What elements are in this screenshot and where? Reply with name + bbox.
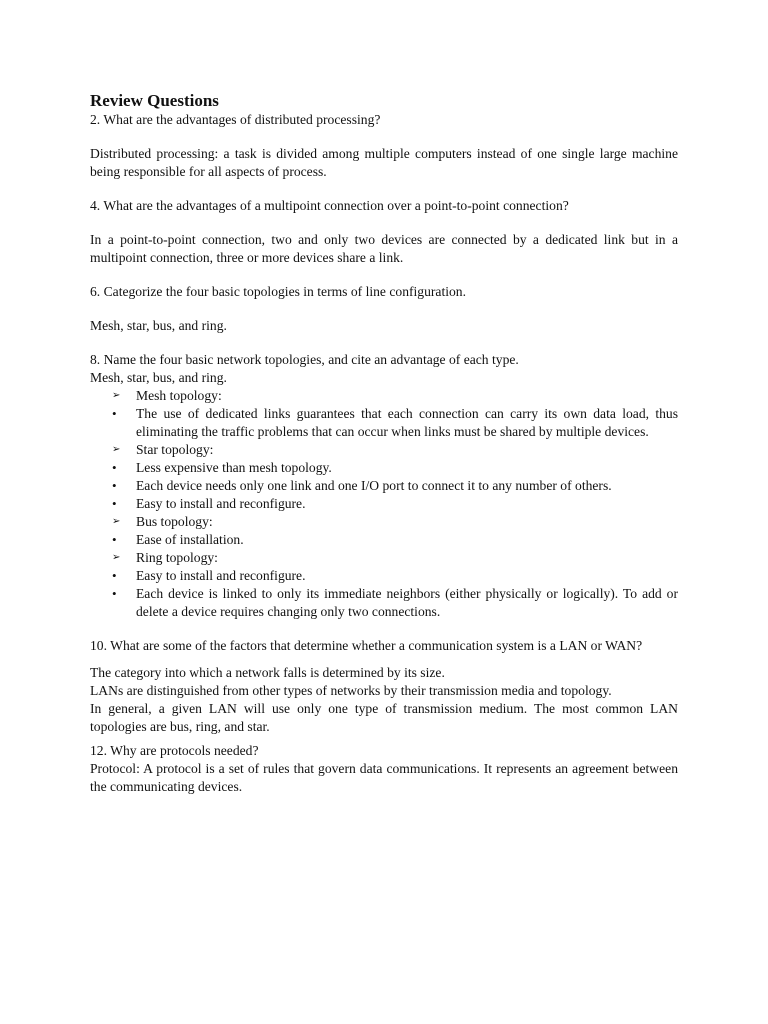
bullet-icon: •	[112, 586, 117, 601]
bus-point: Ease of installation.	[136, 532, 244, 547]
star-point: Easy to install and reconfigure.	[136, 496, 306, 511]
document-content	[90, 90, 678, 796]
list-item	[90, 531, 678, 549]
question-8: 8. Name the four basic network topologies, and cite an advantage of each type.	[90, 352, 519, 367]
list-item	[90, 459, 678, 477]
question-10: 10. What are some of the factors that determine whether a communication system is a LAN or WAN?	[90, 638, 643, 653]
bullet-icon: •	[112, 496, 117, 511]
star-point: Less expensive than mesh topology.	[136, 460, 332, 475]
topology-heading	[90, 441, 678, 459]
question-6: 6. Categorize the four basic topologies in terms of line configuration.	[90, 284, 466, 299]
ring-point: Easy to install and reconfigure.	[136, 568, 306, 583]
star-title: Star topology:	[136, 442, 214, 457]
page-title: Review Questions	[90, 91, 219, 110]
list-item	[90, 405, 678, 441]
arrow-icon: ➢	[112, 516, 121, 527]
bullet-icon: •	[112, 478, 117, 493]
ring-title: Ring topology:	[136, 550, 218, 565]
star-topology-list	[90, 441, 678, 513]
topology-heading	[90, 513, 678, 531]
arrow-icon: ➢	[112, 552, 121, 563]
mesh-point: The use of dedicated links guarantees that each connection can carry its own data load, thus eliminating the traffic problems that can occur when links must be shared by multiple devices.	[136, 406, 678, 439]
answer-2: Distributed processing: a task is divided among multiple computers instead of one single large machine being responsible for all aspects of process.	[90, 146, 678, 179]
list-item	[90, 477, 678, 495]
bus-topology-list	[90, 513, 678, 549]
ring-topology-list	[90, 549, 678, 621]
answer-12: Protocol: A protocol is a set of rules that govern data communications. It represents an agreement between the communicating devices.	[90, 761, 678, 794]
mesh-title: Mesh topology:	[136, 388, 222, 403]
answer-8: Mesh, star, bus, and ring.	[90, 370, 227, 385]
topology-heading	[90, 387, 678, 405]
arrow-icon: ➢	[112, 444, 121, 455]
bullet-icon: •	[112, 532, 117, 547]
answer-4: In a point-to-point connection, two and only two devices are connected by a dedicated link but in a multipoint connection, three or more devices share a link.	[90, 232, 678, 265]
question-4: 4. What are the advantages of a multipoint connection over a point-to-point connection?	[90, 198, 569, 213]
star-point: Each device needs only one link and one I/O port to connect it to any number of others.	[136, 478, 612, 493]
list-item	[90, 567, 678, 585]
ring-point: Each device is linked to only its immediate neighbors (either physically or logically). To add or delete a device requires changing only two connections.	[136, 586, 678, 619]
bus-title: Bus topology:	[136, 514, 213, 529]
topology-heading	[90, 549, 678, 567]
list-item	[90, 495, 678, 513]
answer-10-line: LANs are distinguished from other types of networks by their transmission media and topology.	[90, 683, 612, 698]
question-12: 12. Why are protocols needed?	[90, 743, 259, 758]
bullet-icon: •	[112, 460, 117, 475]
answer-10-line: The category into which a network falls is determined by its size.	[90, 665, 445, 680]
list-item	[90, 585, 678, 621]
question-2: 2. What are the advantages of distributed processing?	[90, 112, 381, 127]
mesh-topology-list	[90, 387, 678, 441]
answer-6: Mesh, star, bus, and ring.	[90, 318, 227, 333]
bullet-icon: •	[112, 406, 117, 421]
answer-10-line: In general, a given LAN will use only one type of transmission medium. The most common LAN topologies are bus, ring, and star.	[90, 701, 678, 734]
bullet-icon: •	[112, 568, 117, 583]
arrow-icon: ➢	[112, 390, 121, 401]
